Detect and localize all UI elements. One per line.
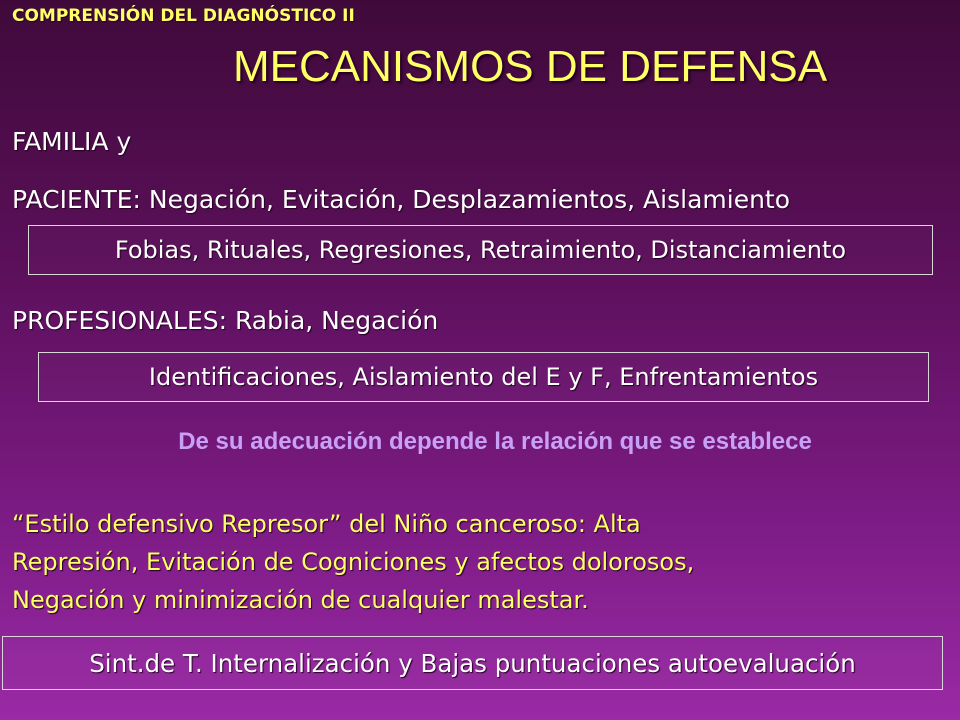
slide-title: MECANISMOS DE DEFENSA <box>232 42 828 91</box>
footer-text: Sint.de T. Internalización y Bajas puntuaciones autoevaluación <box>89 648 856 678</box>
patient-mechanisms-text: Fobias, Rituales, Regresiones, Retraimiento, Distanciamiento <box>114 236 847 264</box>
quote-line-2: Represión, Evitación de Cogniciones y afectos dolorosos, <box>12 548 695 576</box>
patient-mechanisms-box <box>28 225 933 275</box>
slide-supertitle: COMPRENSIÓN DEL DIAGNÓSTICO II <box>12 6 355 26</box>
adequacy-note: De su adecuación depende la relación que se establece <box>178 428 812 455</box>
footer-box <box>2 636 943 690</box>
family-line: FAMILIA y <box>12 127 132 156</box>
repressor-style-quote <box>12 505 912 619</box>
quote-line-1: “Estilo defensivo Represor” del Niño canceroso: Alta <box>12 510 641 538</box>
quote-line-3: Negación y minimización de cualquier malestar. <box>12 586 589 614</box>
professionals-mechanisms-text: Identificaciones, Aislamiento del E y F, Enfrentamientos <box>148 363 819 391</box>
professionals-line: PROFESIONALES: Rabia, Negación <box>12 306 439 335</box>
patient-line: PACIENTE: Negación, Evitación, Desplazamientos, Aislamiento <box>12 185 791 214</box>
professionals-mechanisms-box <box>38 352 929 402</box>
